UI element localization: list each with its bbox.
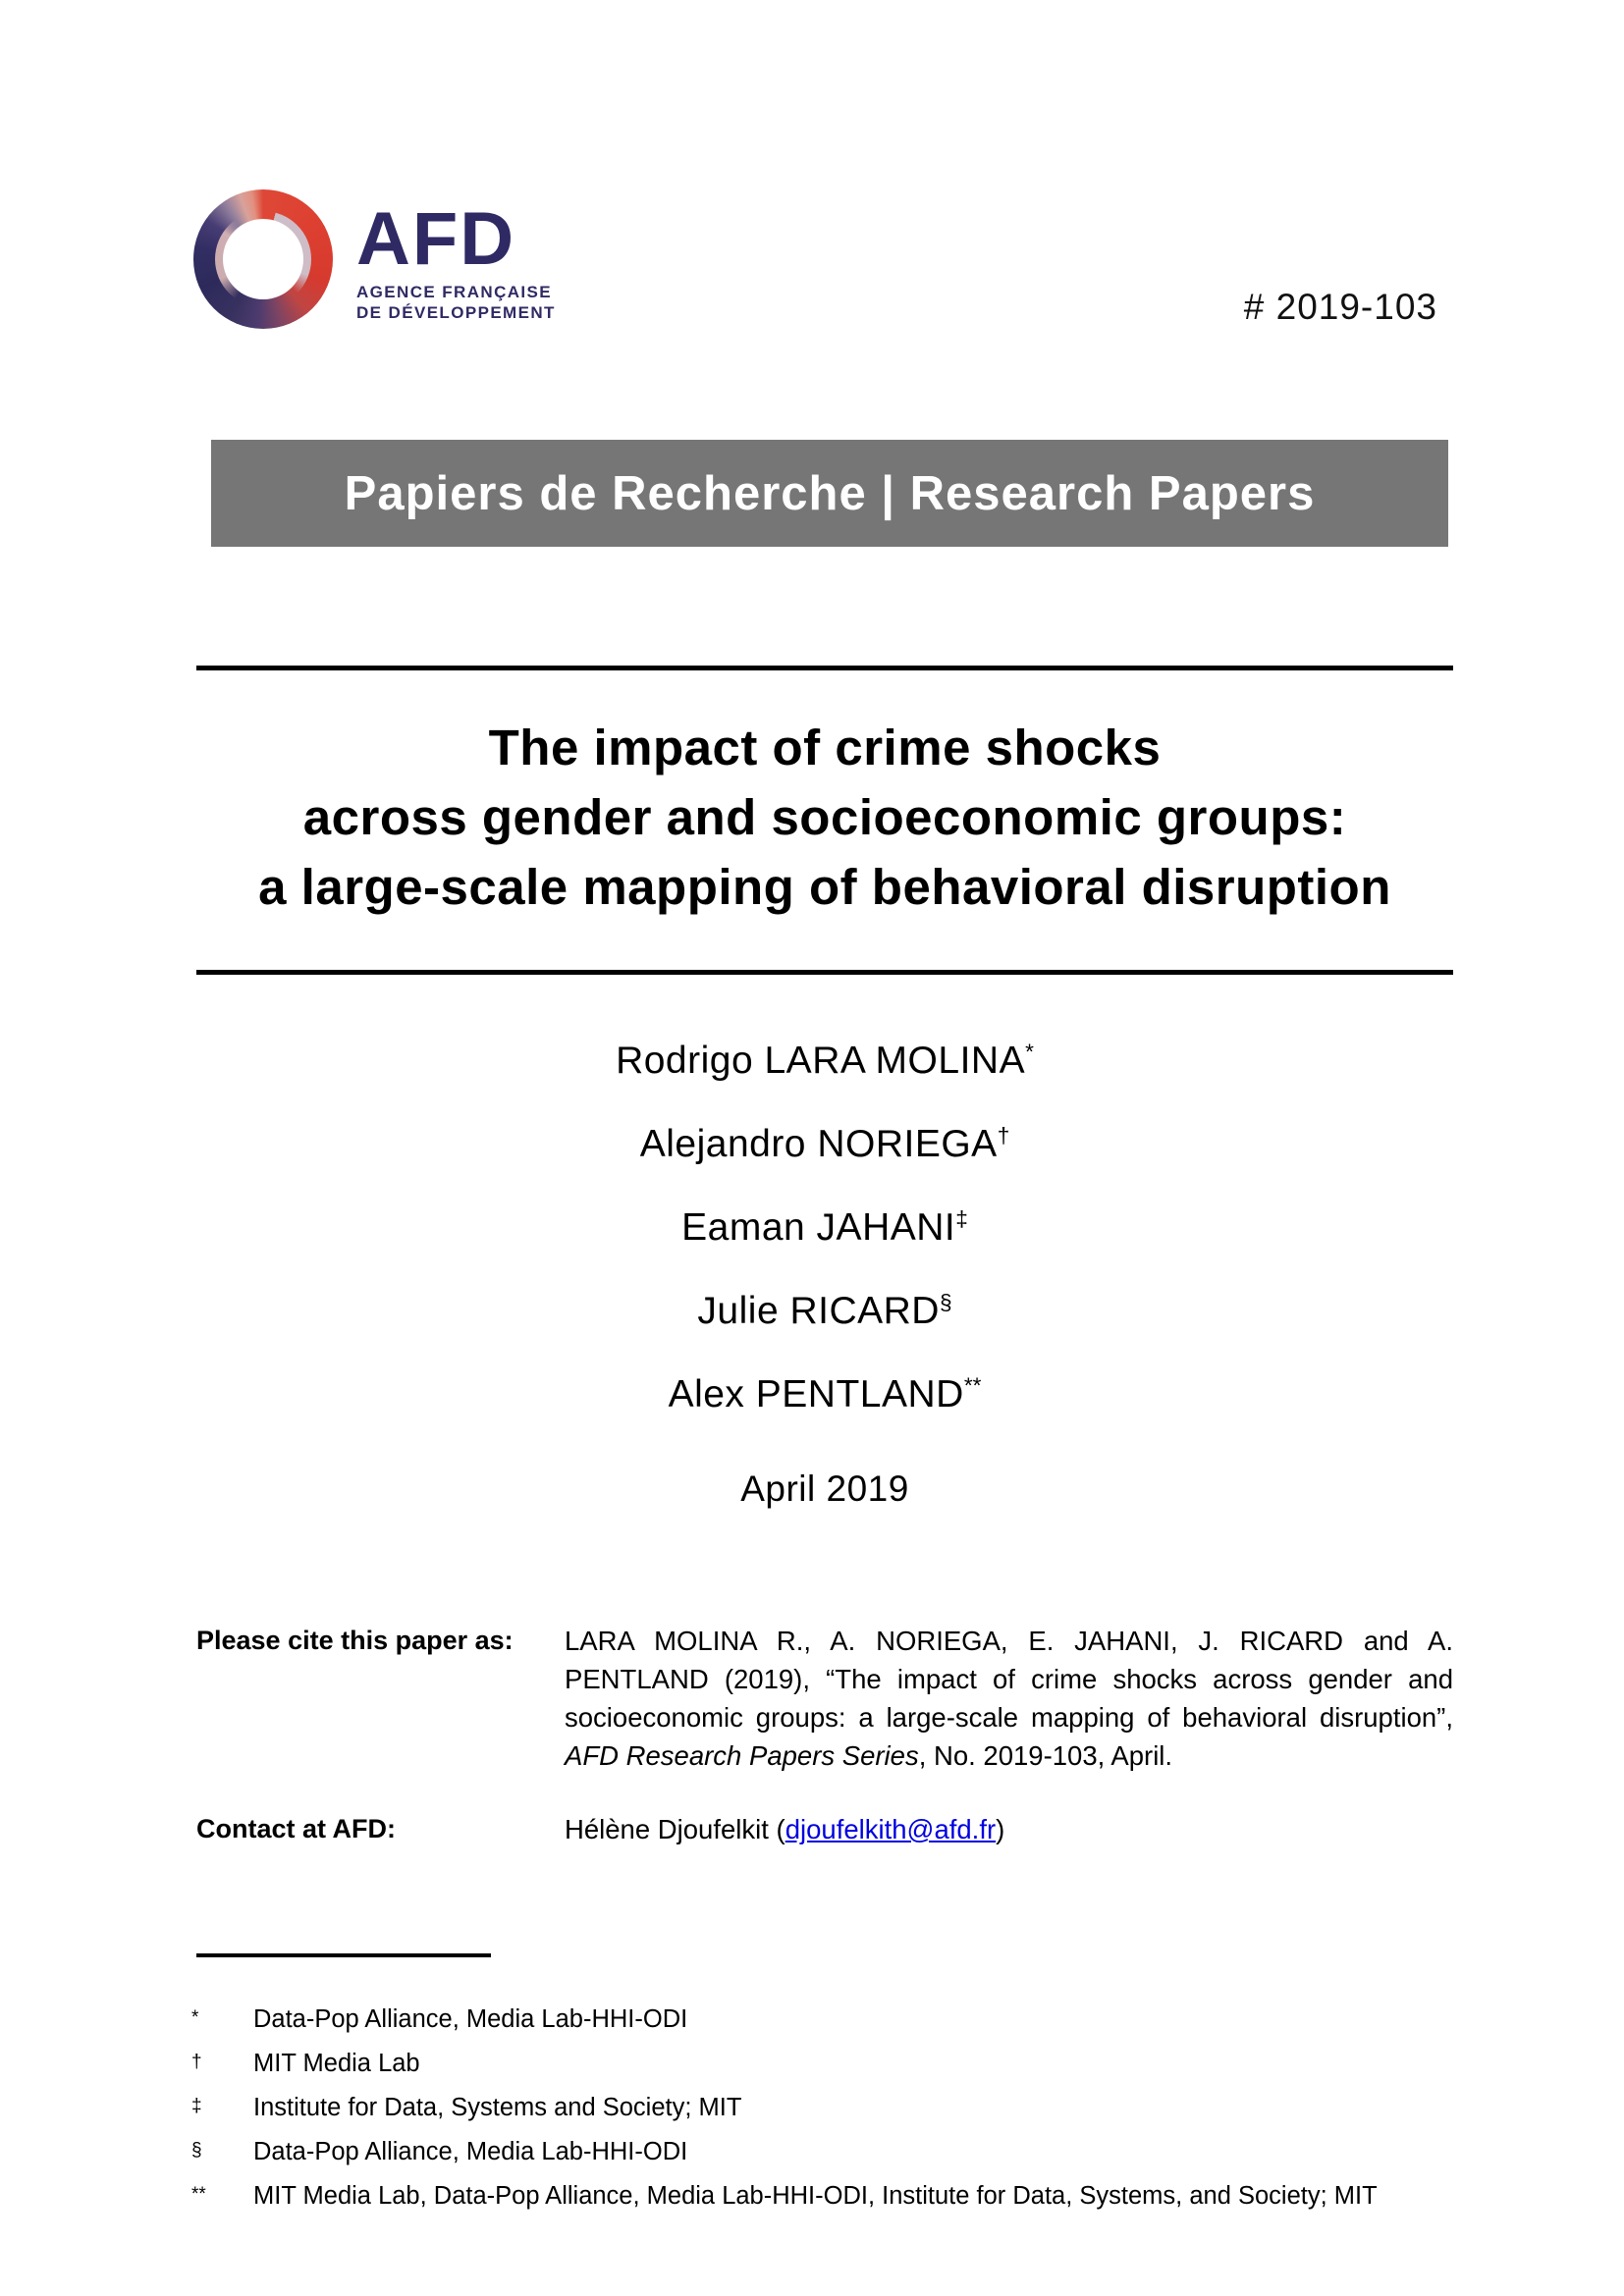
author-name [196,1366,1453,1414]
author-footnote-mark: ‡ [955,1206,968,1231]
author-name-text: Eaman JAHANI [681,1206,956,1249]
author-name [196,1283,1453,1330]
contact-paren-open: ( [776,1814,785,1844]
afd-ring-icon [193,189,333,329]
author-name-text: Alex PENTLAND [668,1373,964,1415]
footnote-text: Institute for Data, Systems and Society; MIT [253,2094,742,2121]
footnote-text: Data-Pop Alliance, Media Lab-HHI-ODI [253,2005,688,2033]
afd-tagline-line2: DE DÉVELOPPEMENT [356,303,556,322]
footnote-item [191,2049,1507,2078]
author-footnote-mark: * [1025,1040,1034,1064]
citation-label: Please cite this paper as: [196,1626,514,1655]
footnote-item [191,2137,1507,2166]
footnote-mark: * [191,2007,199,2028]
footnote-mark: ‡ [191,2096,202,2116]
afd-logo [193,189,556,329]
author-name-text: Rodrigo LARA MOLINA [616,1040,1026,1082]
footnote-separator-rule [196,1953,491,1957]
paper-title-line2: across gender and socioeconomic groups: [302,789,1347,845]
title-rule-bottom [196,970,1453,975]
footnote-mark: † [191,2052,202,2072]
paper-title-line3: a large-scale mapping of behavioral disruption [258,859,1391,915]
citation-text-main: LARA MOLINA R., A. NORIEGA, E. JAHANI, J. RICARD and A. PENTLAND (2019), “The impact of crime shocks across gender and socioeconomic groups: a large-scale mapping of behavioral disruption”, [565,1626,1453,1733]
publication-date: April 2019 [740,1468,909,1509]
paper-title-line1: The impact of crime shocks [488,720,1162,775]
footnote-mark: ** [191,2184,206,2205]
contact-value [565,1810,1453,1848]
afd-tagline-line1: AGENCE FRANÇAISE [356,283,553,301]
footnote-item [191,2093,1507,2122]
citation-text [565,1622,1453,1775]
author-name [196,1033,1453,1080]
contact-label: Contact at AFD: [196,1814,396,1843]
author-list [196,1033,1453,1450]
footnote-text: MIT Media Lab [253,2050,420,2077]
afd-logo-text [356,189,556,329]
author-footnote-mark: ** [963,1373,982,1398]
footnote-item [191,2181,1507,2211]
footnote-text: Data-Pop Alliance, Media Lab-HHI-ODI [253,2138,688,2165]
footnote-list [191,2004,1507,2225]
afd-tagline [356,282,556,323]
author-footnote-mark: § [939,1290,952,1314]
paper-number: # 2019-103 [1243,287,1437,327]
citation-text-tail: , No. 2019-103, April. [918,1740,1173,1771]
author-name-text: Alejandro NORIEGA [639,1123,998,1165]
series-banner [211,440,1448,547]
citation-series-italic: AFD Research Papers Series [565,1740,919,1771]
author-name [196,1116,1453,1163]
title-rule-top [196,666,1453,670]
series-banner-label: Papiers de Recherche | Research Papers [344,466,1316,520]
author-name-text: Julie RICARD [697,1290,940,1332]
afd-acronym: AFD [356,197,516,281]
footnote-text: MIT Media Lab, Data-Pop Alliance, Media Lab-HHI-ODI, Institute for Data, Systems, and Society; MIT [253,2182,1378,2210]
citation-row [196,1622,1453,1775]
contact-email-link[interactable]: djoufelkith@afd.fr [785,1814,997,1844]
contact-row [196,1810,1453,1848]
author-footnote-mark: † [997,1123,1010,1148]
footnote-mark: § [191,2140,202,2161]
contact-name: Hélène Djoufelkit [565,1814,777,1844]
paper-title [157,713,1492,922]
contact-paren-close: ) [996,1814,1005,1844]
footnote-item [191,2004,1507,2034]
author-name [196,1200,1453,1247]
